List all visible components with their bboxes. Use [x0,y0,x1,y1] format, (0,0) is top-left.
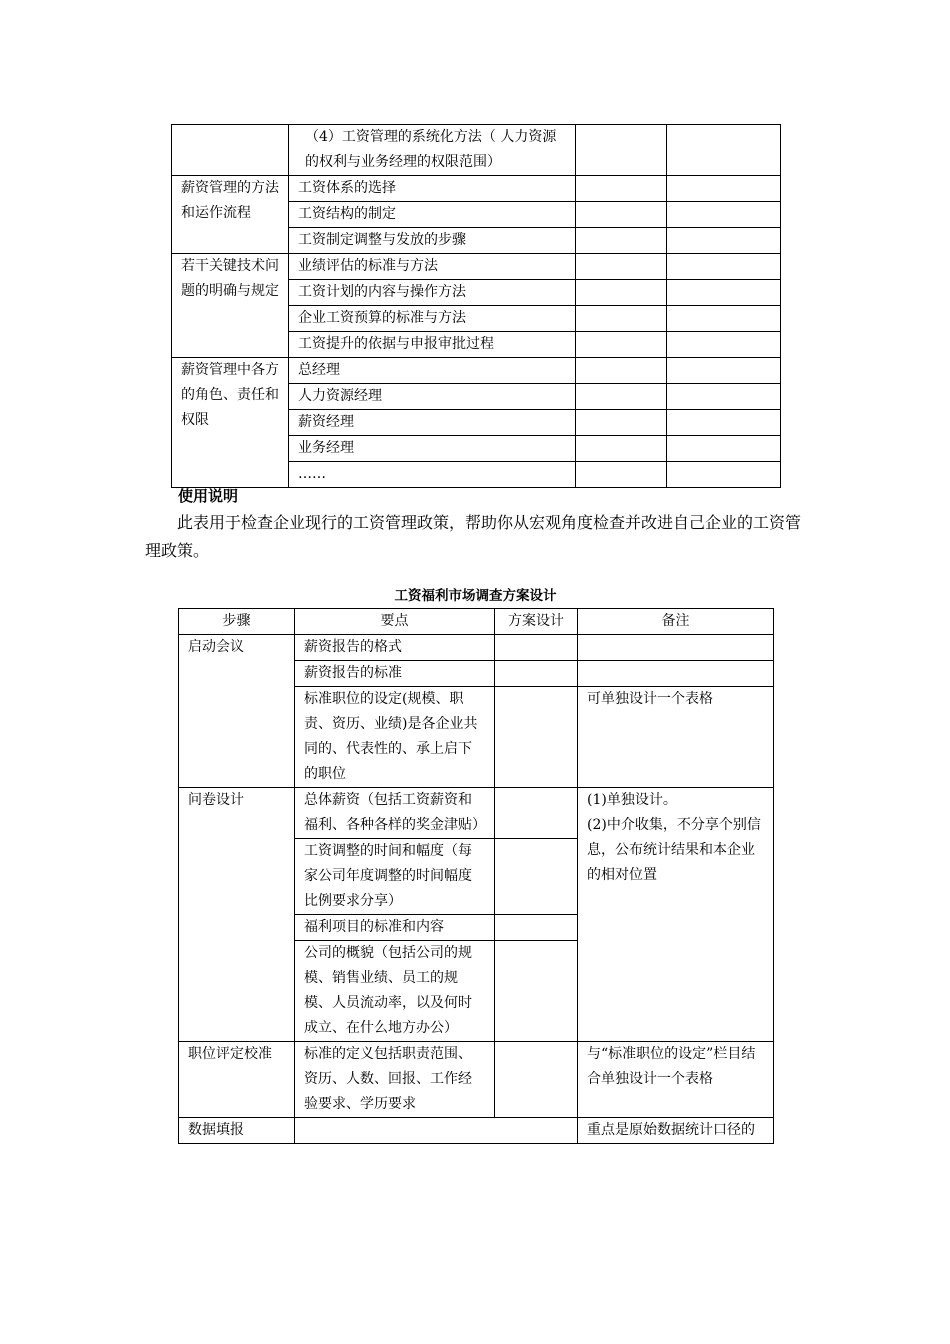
table-cell [495,941,578,1042]
table-cell [576,254,667,280]
table-cell [495,1042,578,1118]
policy-check-table [171,124,781,488]
column-header: 要点 [295,609,495,635]
table-cell [576,228,667,254]
table-cell [667,254,781,280]
table-cell [576,125,667,176]
table-cell [295,1118,578,1144]
table-row [172,176,781,202]
column-header: 方案设计 [495,609,578,635]
table-row [179,1042,774,1118]
note-cell: 可单独设计一个表格 [578,687,774,788]
point-cell: 标准的定义包括职责范围、资历、人数、回报、工作经验要求、学历要求 [295,1042,495,1118]
point-cell: 工资调整的时间和幅度（每家公司年度调整的时间幅度比例要求分享） [295,839,495,915]
table-cell [495,661,578,687]
table-cell [495,839,578,915]
table-cell: 工资提升的依据与申报审批过程 [289,332,576,358]
table-cell [667,176,781,202]
table-cell [576,358,667,384]
table-cell [667,306,781,332]
point-cell: 总体薪资（包括工资薪资和福利、各种各样的奖金津贴） [295,788,495,839]
table-cell [576,462,667,488]
column-header: 步骤 [179,609,295,635]
group-label: 薪资管理中各方的角色、责任和权限 [172,358,289,488]
note-line: (2)中介收集，不分享个别信息，公布统计结果和本企业的相对位置 [587,817,761,883]
table-cell [667,358,781,384]
table-cell: 业绩评估的标准与方法 [289,254,576,280]
table-cell: …… [289,462,576,488]
table-row [179,1118,774,1144]
note-line: (1)单独设计。 [587,792,677,808]
table-cell [495,687,578,788]
table-cell [667,202,781,228]
table-cell [495,635,578,661]
table-cell: 人力资源经理 [289,384,576,410]
point-cell: 福利项目的标准和内容 [295,915,495,941]
table-cell [578,635,774,661]
table-cell [576,176,667,202]
table-cell: 工资计划的内容与操作方法 [289,280,576,306]
point-cell: 标准职位的设定(规模、职责、资历、业绩)是各企业共同的、代表性的、承上启下的职位 [295,687,495,788]
table-cell [172,125,289,176]
table-cell [667,384,781,410]
group-label: 薪资管理的方法和运作流程 [172,176,289,254]
table-row [172,125,781,176]
table-cell [576,280,667,306]
table-cell [495,788,578,839]
group-label: 若干关键技术问题的明确与规定 [172,254,289,358]
note-cell: 与“标准职位的设定”栏目结合单独设计一个表格 [578,1042,774,1118]
table-cell [667,228,781,254]
table-cell: 总经理 [289,358,576,384]
step-cell: 问卷设计 [179,788,295,1042]
step-cell: 数据填报 [179,1118,295,1144]
survey-plan-table [178,608,774,1144]
step-cell: 启动会议 [179,635,295,788]
table-row [179,788,774,839]
table-cell: 业务经理 [289,436,576,462]
table-title: 工资福利市场调查方案设计 [394,588,557,604]
table-cell: 薪资经理 [289,410,576,436]
table-cell [576,202,667,228]
table-cell: 工资体系的选择 [289,176,576,202]
point-cell: 公司的概貌（包括公司的规模、销售业绩、员工的规模、人员流动率，以及何时成立、在什么地方办公） [295,941,495,1042]
table-cell: 工资制定调整与发放的步骤 [289,228,576,254]
table-row [172,254,781,280]
table-cell [576,384,667,410]
table-header-row [179,609,774,635]
usage-heading: 使用说明 [178,487,239,505]
table-cell [667,332,781,358]
table-cell [667,280,781,306]
point-cell: 薪资报告的格式 [295,635,495,661]
table-cell [667,436,781,462]
table-cell: （4）工资管理的系统化方法（ 人力资源的权利与业务经理的权限范围） [289,125,576,176]
table-cell: 企业工资预算的标准与方法 [289,306,576,332]
step-cell: 职位评定校准 [179,1042,295,1118]
point-cell: 薪资报告的标准 [295,661,495,687]
table-cell [576,306,667,332]
table-cell [578,661,774,687]
usage-text: 此表用于检查企业现行的工资管理政策，帮助你从宏观角度检查并改进自己企业的工资管理政策。 [145,513,802,560]
table-cell [576,410,667,436]
table-cell [495,915,578,941]
note-cell: 重点是原始数据统计口径的 [578,1118,774,1144]
table-cell [576,436,667,462]
table-cell: 工资结构的制定 [289,202,576,228]
column-header: 备注 [578,609,774,635]
table-row [172,358,781,384]
note-cell [578,788,774,1042]
table-cell [667,410,781,436]
table-cell [576,332,667,358]
table-row [179,635,774,661]
table-cell [667,125,781,176]
table-cell [667,462,781,488]
